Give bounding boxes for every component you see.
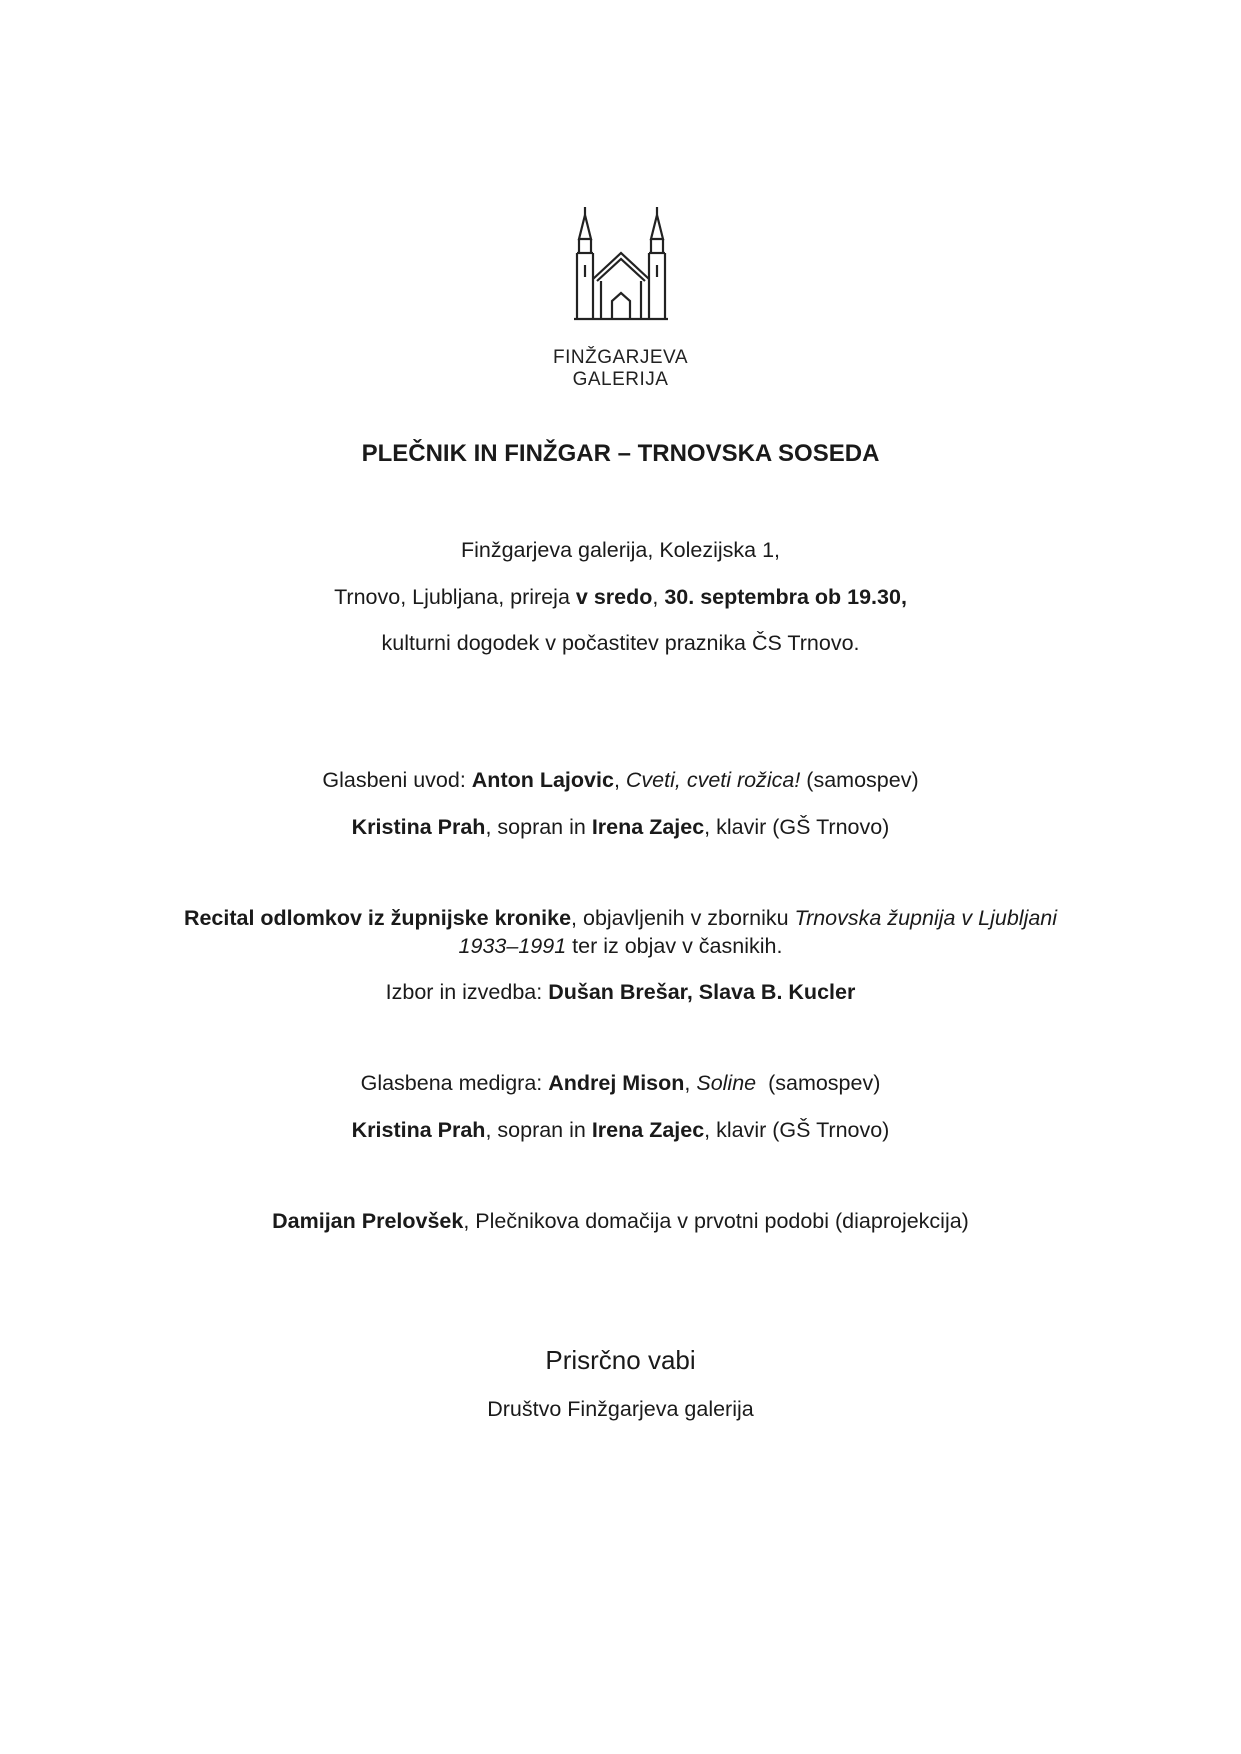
closing-host: Društvo Finžgarjeva galerija <box>487 1397 754 1421</box>
recital-end: ter iz objav v časnikih. <box>566 934 783 958</box>
musical-intro-label: Glasbeni uvod: <box>322 768 472 792</box>
program-recital-selection <box>0 978 1241 1006</box>
intro-location: Finžgarjeva galerija, Kolezijska 1, <box>460 538 781 562</box>
performer-mid-2: , sopran in <box>485 1118 592 1142</box>
logo-wordmark-line1: FINŽGARJEVA <box>553 347 688 368</box>
church-towers-icon <box>566 205 676 335</box>
program-musical-interlude <box>0 1069 1241 1097</box>
interlude-composer: Andrej Mison <box>548 1071 685 1095</box>
recital-mid: , objavljenih v zborniku <box>571 906 795 930</box>
intro-day: v sredo <box>575 585 653 609</box>
event-title: PLEČNIK IN FINŽGAR – TRNOVSKA SOSEDA <box>361 440 880 467</box>
intro-date-time: 30. septembra ob 19.30, <box>664 585 907 609</box>
interlude-note: (samospev) <box>756 1071 881 1095</box>
recital-book-title: Trnovska župnija v Ljubljani <box>794 906 1058 930</box>
slideshow-desc: , Plečnikova domačija v prvotni podobi (diaprojekcija) <box>463 1209 969 1233</box>
slideshow-author: Damijan Prelovšek <box>272 1209 464 1233</box>
gallery-logo <box>0 205 1241 391</box>
logo-wordmark-line2: GALERIJA <box>572 369 669 390</box>
program-slideshow <box>0 1207 1241 1235</box>
interlude-sep: , <box>684 1071 697 1095</box>
selection-label: Izbor in izvedba: <box>385 980 549 1004</box>
selection-names: Dušan Brešar, Slava B. Kucler <box>548 980 856 1004</box>
program-recital <box>0 904 1241 932</box>
performer-mid: , sopran in <box>485 815 592 839</box>
musical-intro-note: (samospev) <box>800 768 919 792</box>
performer-pianist: Irena Zajec <box>591 815 705 839</box>
interlude-work: Soline <box>696 1071 757 1095</box>
performer-singer: Kristina Prah <box>351 815 486 839</box>
musical-intro-composer: Anton Lajovic <box>471 768 614 792</box>
musical-intro-sep: , <box>613 768 626 792</box>
recital-book-years: 1933–1991 <box>458 934 567 958</box>
intro-occasion: kulturni dogodek v počastitev praznika ČS Trnovo. <box>381 631 860 655</box>
intro-date-sep: , <box>652 585 665 609</box>
recital-title: Recital odlomkov iz župnijske kronike <box>183 906 572 930</box>
interlude-label: Glasbena medigra: <box>360 1071 549 1095</box>
program-recital-cont <box>0 932 1241 960</box>
program-musical-intro-performers <box>0 813 1241 841</box>
musical-intro-work: Cveti, cveti rožica! <box>625 768 801 792</box>
program-musical-interlude-performers <box>0 1116 1241 1144</box>
intro-date-prefix: Trnovo, Ljubljana, prireja <box>334 585 576 609</box>
performer-end: , klavir (GŠ Trnovo) <box>704 815 890 839</box>
performer-pianist-2: Irena Zajec <box>591 1118 705 1142</box>
program-musical-intro <box>0 766 1241 794</box>
intro-date-line <box>0 583 1241 611</box>
closing-invite: Prisrčno vabi <box>545 1345 696 1375</box>
performer-singer-2: Kristina Prah <box>351 1118 486 1142</box>
performer-end-2: , klavir (GŠ Trnovo) <box>704 1118 890 1142</box>
